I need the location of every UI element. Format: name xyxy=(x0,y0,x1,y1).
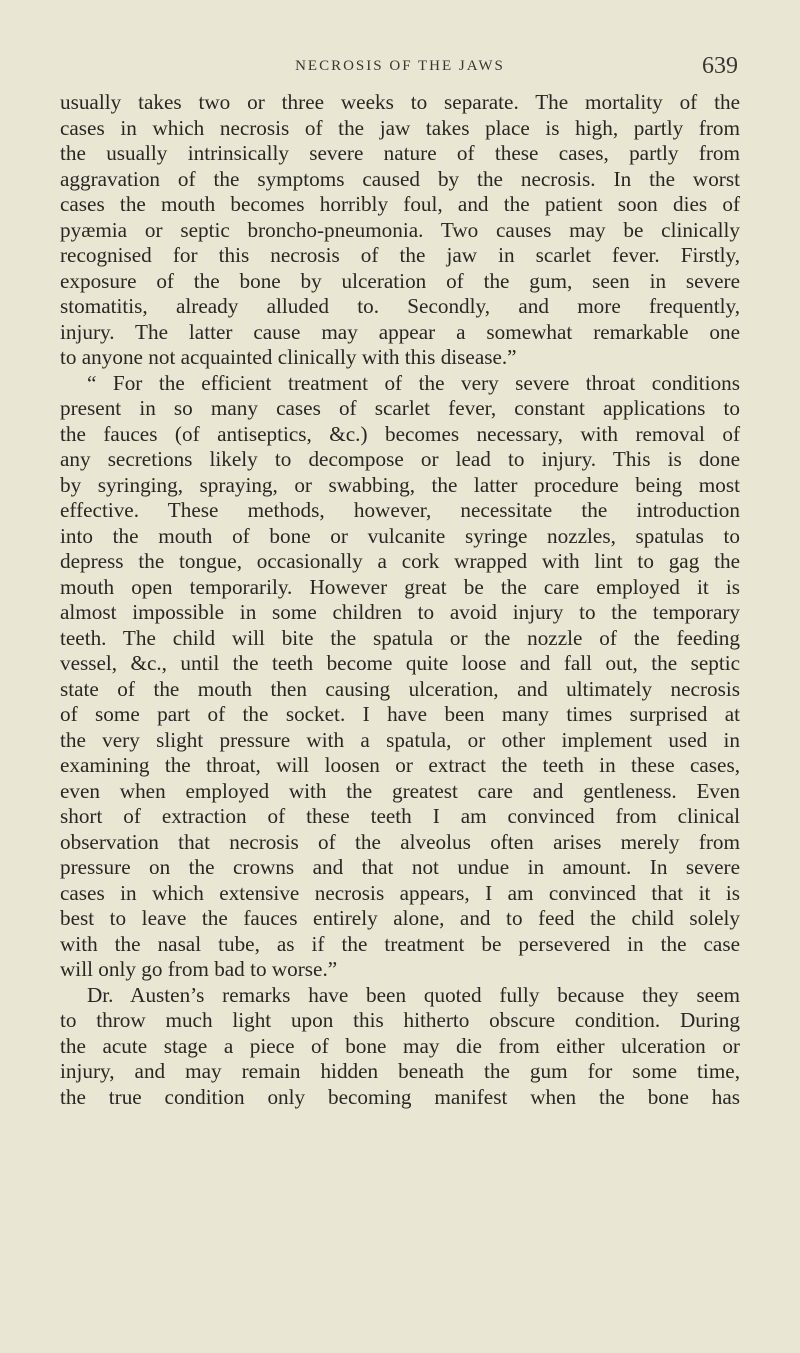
text-line: the fauces (of antiseptics, &c.) becomes necessary, with removal of xyxy=(60,421,740,446)
text-line: recognised for this necrosis of the jaw in scarlet fever. Firstly, xyxy=(60,243,740,267)
text-line: almost impossible in some children to avoid injury to the temporary xyxy=(60,600,740,624)
text-line: with the nasal tube, as if the treatment be persevered in the case xyxy=(60,931,740,956)
text-line: of some part of the socket. I have been many times surprised at xyxy=(60,702,740,726)
text-line: by syringing, spraying, or swabbing, the latter procedure being most xyxy=(60,472,740,497)
text-line: into the mouth of bone or vulcanite syringe nozzles, spatulas to xyxy=(60,523,740,548)
text-line: the very slight pressure with a spatula, or other implement used in xyxy=(60,727,740,752)
text-line: state of the mouth then causing ulceration, and ultimately necrosis xyxy=(60,676,740,701)
text-line: Dr. Austen’s remarks have been quoted fully because they seem xyxy=(87,982,740,1007)
text-line: usually takes two or three weeks to separate. The mortality of the xyxy=(60,90,740,114)
text-line: will only go from bad to worse.” xyxy=(60,957,338,981)
text-line: cases in which necrosis of the jaw takes place is high, partly from xyxy=(60,115,740,140)
text-line: stomatitis, already alluded to. Secondly, and more frequently, xyxy=(60,294,740,318)
text-line: “ For the efficient treatment of the very severe throat conditions xyxy=(87,370,740,395)
body-text xyxy=(60,90,740,1110)
text-line: present in so many cases of scarlet fever, constant applications to xyxy=(60,396,740,420)
text-line: effective. These methods, however, necessitate the introduction xyxy=(60,498,740,522)
page-number: 639 xyxy=(702,53,738,79)
text-line: examining the throat, will loosen or extract the teeth in these cases, xyxy=(60,753,740,777)
text-line: teeth. The child will bite the spatula or the nozzle of the feeding xyxy=(60,625,740,650)
text-line: the usually intrinsically severe nature of these cases, partly from xyxy=(60,141,740,165)
text-line: the acute stage a piece of bone may die from either ulceration or xyxy=(60,1033,740,1058)
text-line: short of extraction of these teeth I am convinced from clinical xyxy=(60,804,740,828)
text-line: any secretions likely to decompose or lead to injury. This is done xyxy=(60,447,740,471)
text-line: mouth open temporarily. However great be the care employed it is xyxy=(60,574,740,599)
text-line: cases the mouth becomes horribly foul, and the patient soon dies of xyxy=(60,192,740,216)
running-head: NECROSIS OF THE JAWS xyxy=(295,58,505,74)
text-line: exposure of the bone by ulceration of the gum, seen in severe xyxy=(60,268,740,293)
text-line: depress the tongue, occasionally a cork wrapped with lint to gag the xyxy=(60,549,740,573)
text-line: aggravation of the symptoms caused by the necrosis. In the worst xyxy=(60,166,740,191)
text-line: even when employed with the greatest care and gentleness. Even xyxy=(60,778,740,803)
text-line: injury, and may remain hidden beneath the gum for some time, xyxy=(60,1059,740,1083)
text-line: pressure on the crowns and that not undue in amount. In severe xyxy=(60,855,740,879)
text-line: to throw much light upon this hitherto obscure condition. During xyxy=(60,1008,740,1032)
text-line: pyæmia or septic broncho-pneumonia. Two causes may be clinically xyxy=(60,217,740,242)
text-line: observation that necrosis of the alveolus often arises merely from xyxy=(60,829,740,854)
text-line: to anyone not acquainted clinically with this disease.” xyxy=(60,345,517,369)
text-line: the true condition only becoming manifest when the bone has xyxy=(60,1084,740,1109)
text-line: injury. The latter cause may appear a somewhat remarkable one xyxy=(60,319,740,344)
text-line: cases in which extensive necrosis appears, I am convinced that it is xyxy=(60,880,740,905)
text-line: vessel, &c., until the teeth become quite loose and fall out, the septic xyxy=(60,651,740,675)
text-line: best to leave the fauces entirely alone, and to feed the child solely xyxy=(60,906,740,930)
